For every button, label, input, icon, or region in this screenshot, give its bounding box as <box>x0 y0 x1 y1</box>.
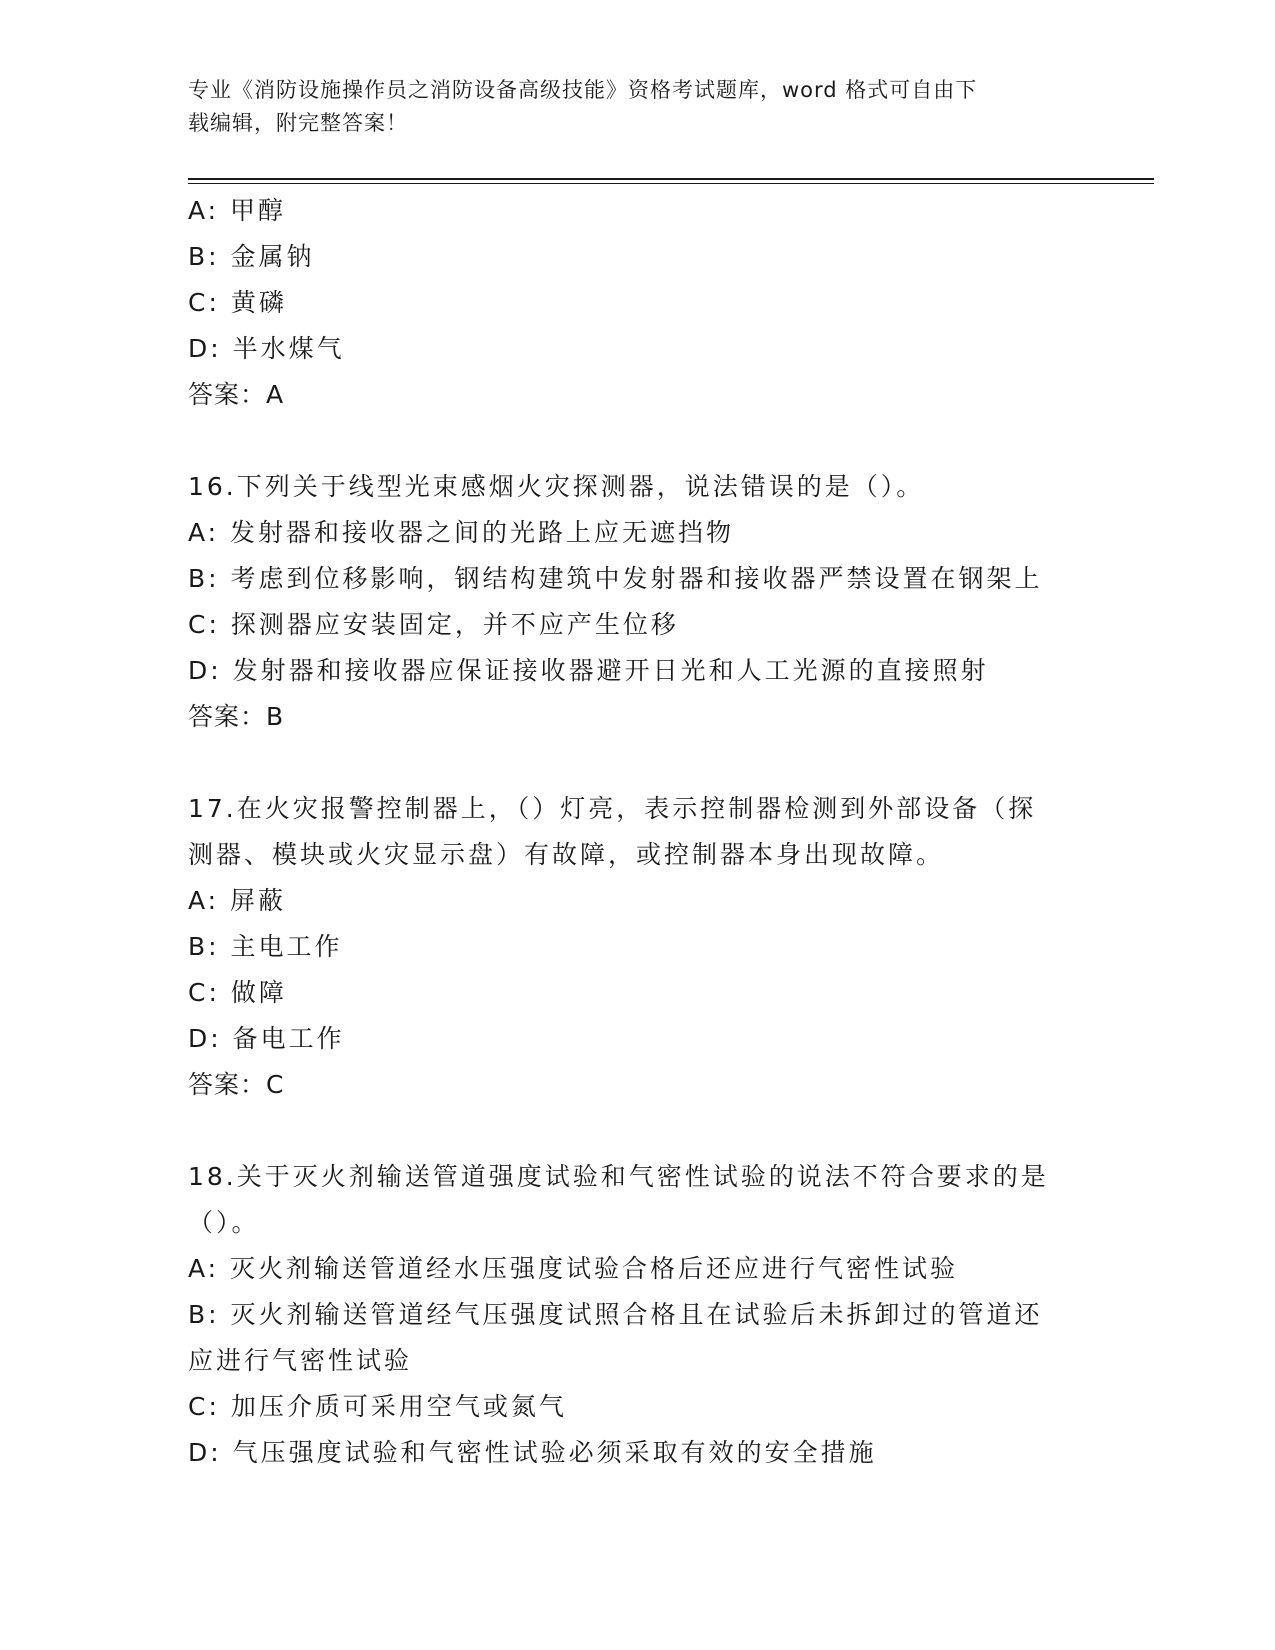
option-c: C: 做障 <box>188 978 287 1007</box>
question-text-line-2: （）。 <box>188 1208 260 1237</box>
option-b: B: 金属钠 <box>188 242 315 271</box>
option-d: D: 备电工作 <box>188 1024 345 1053</box>
option-b-line-1: B: 灭火剂输送管道经气压强度试照合格且在试验后未拆卸过的管道还 <box>188 1300 1043 1329</box>
document-body <box>188 188 1088 1476</box>
header-line-1: 专业《消防设施操作员之消防设备高级技能》资格考试题库，word 格式可自由下 <box>188 78 978 102</box>
option-b: B: 考虑到位移影响，钢结构建筑中发射器和接收器严禁设置在钢架上 <box>188 564 1043 593</box>
option-b-line-2: 应进行气密性试验 <box>188 1346 413 1375</box>
document-header <box>188 74 1088 140</box>
header-rule-thin <box>188 183 1154 184</box>
question-17 <box>188 786 1088 1108</box>
option-c: C: 黄磷 <box>188 288 287 317</box>
spacer <box>188 1108 1088 1154</box>
option-d: D: 半水煤气 <box>188 334 345 363</box>
question-text: 16.下列关于线型光束感烟火灾探测器，说法错误的是（）。 <box>188 472 925 501</box>
question-text-line-2: 测器、模块或火灾显示盘）有故障，或控制器本身出现故障。 <box>188 840 945 869</box>
option-d: D: 气压强度试验和气密性试验必须采取有效的安全措施 <box>188 1438 877 1467</box>
option-c: C: 探测器应安装固定，并不应产生位移 <box>188 610 679 639</box>
option-a: A: 甲醇 <box>188 196 287 225</box>
header-line-2: 载编辑，附完整答案！ <box>188 111 408 135</box>
spacer <box>188 418 1088 464</box>
answer: 答案：C <box>188 1070 285 1099</box>
header-rule-thick <box>188 178 1154 180</box>
option-b: B: 主电工作 <box>188 932 343 961</box>
option-a: A: 发射器和接收器之间的光路上应无遮挡物 <box>188 518 735 547</box>
question-18 <box>188 1154 1088 1476</box>
answer: 答案：B <box>188 702 285 731</box>
option-d: D: 发射器和接收器应保证接收器避开日光和人工光源的直接照射 <box>188 656 989 685</box>
question-16 <box>188 464 1088 740</box>
option-a: A: 灭火剂输送管道经水压强度试验合格后还应进行气密性试验 <box>188 1254 959 1283</box>
question-15 <box>188 188 1088 418</box>
option-a: A: 屏蔽 <box>188 886 287 915</box>
spacer <box>188 740 1088 786</box>
question-text-line-1: 18.关于灭火剂输送管道强度试验和气密性试验的说法不符合要求的是 <box>188 1162 1049 1191</box>
option-c: C: 加压介质可采用空气或氮气 <box>188 1392 567 1421</box>
question-text-line-1: 17.在火灾报警控制器上，（）灯亮，表示控制器检测到外部设备（探 <box>188 794 1037 823</box>
answer: 答案：A <box>188 380 285 409</box>
